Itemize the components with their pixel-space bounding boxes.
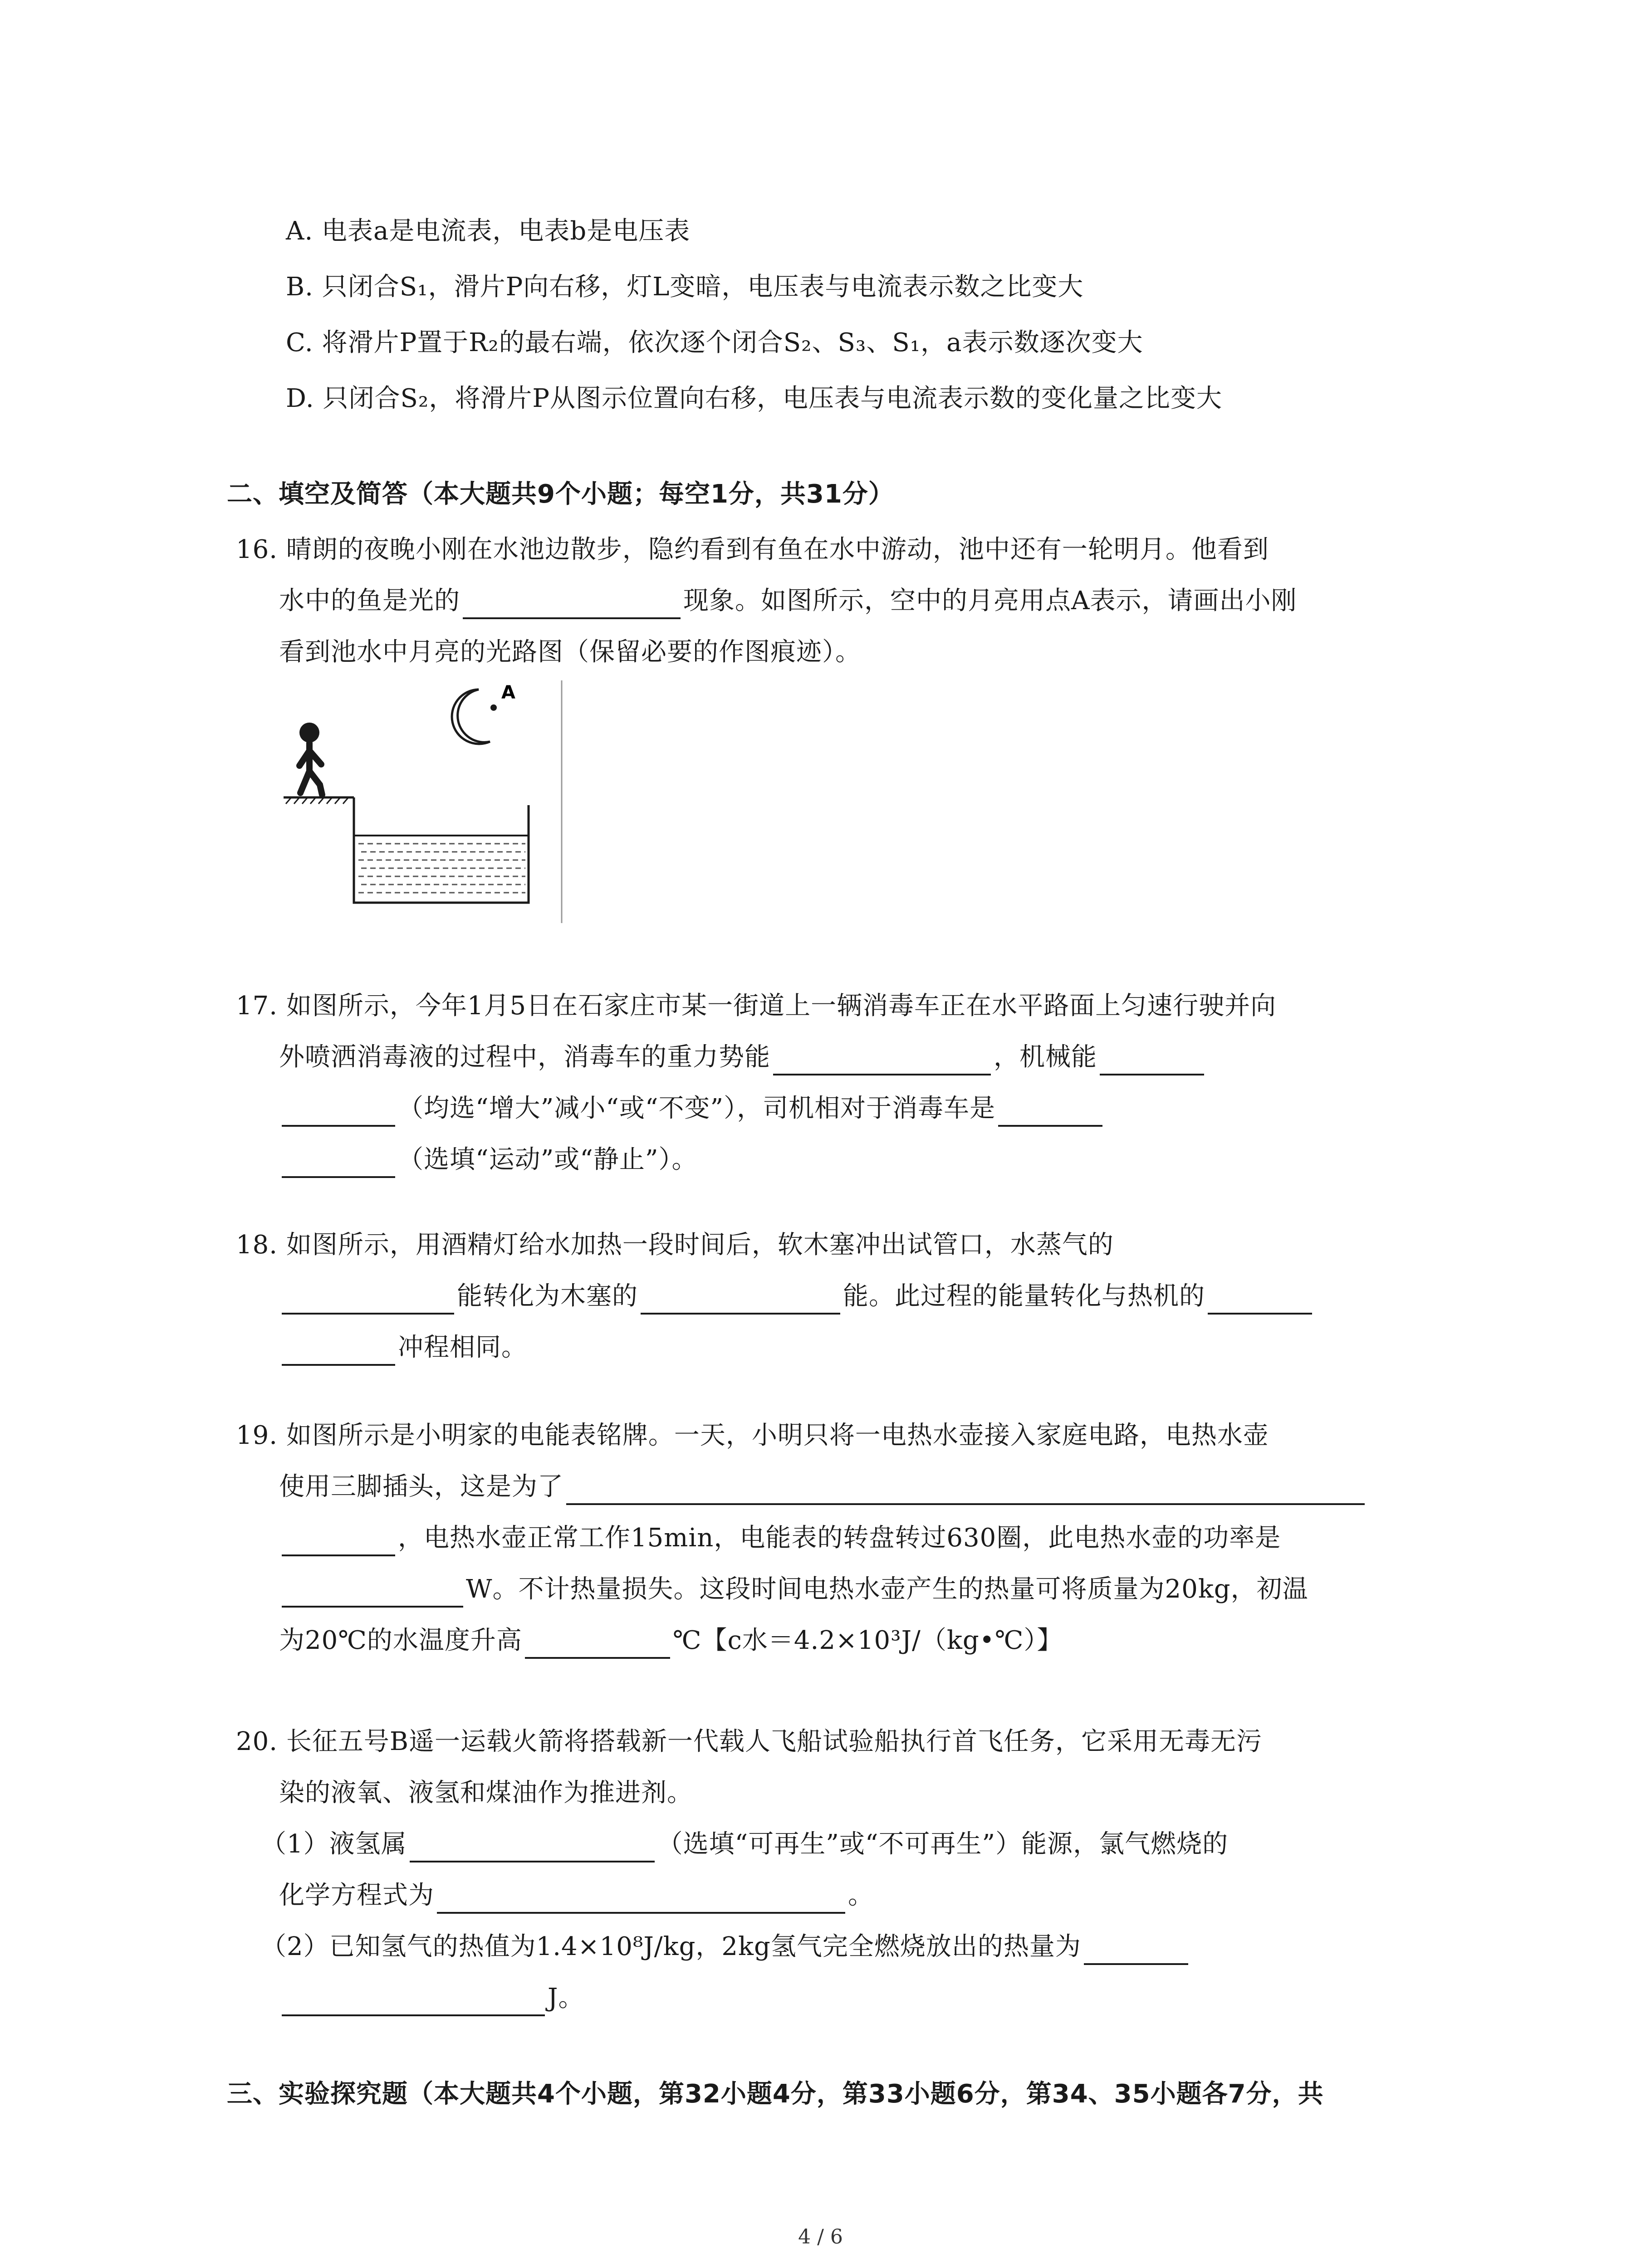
q17-text-3: （均选“增大”减小“或“不变”），司机相对于消毒车是 (398, 1094, 996, 1123)
section2-heading: 二、填空及简答（本大题共9个小题；每空1分，共31分） (227, 479, 894, 509)
q19-blank-1a[interactable] (566, 1475, 1365, 1505)
q17-blank-1[interactable] (773, 1046, 991, 1075)
q20-blank-1[interactable] (410, 1833, 655, 1862)
q20-text-4a: 化学方程式为 (279, 1881, 434, 1910)
q19-text-2: 使用三脚插头，这是为了 (279, 1472, 563, 1501)
q20-blank-3a[interactable] (1084, 1935, 1188, 1965)
q16-blank-1[interactable] (463, 589, 681, 619)
q19-text-5a: 为20℃的水温度升高 (279, 1626, 522, 1655)
q15-option-c: C. 将滑片P置于R₂的最右端，依次逐个闭合S₂、S₃、S₁，a表示数逐次变大 (286, 328, 1143, 357)
q17-line4 (279, 1142, 698, 1178)
q19-line3 (279, 1520, 1281, 1556)
q20-blank-3b[interactable] (282, 1986, 545, 2016)
q17-blank-3b[interactable] (282, 1148, 395, 1178)
q20-line6 (279, 1980, 584, 2016)
q19-line5 (279, 1623, 1063, 1659)
q19-text-3: ，电热水壶正常工作15min，电能表的转盘转过630圈，此电热水壶的功率是 (398, 1523, 1281, 1553)
q19-blank-3[interactable] (525, 1629, 670, 1659)
q18-blank-3a[interactable] (1208, 1285, 1312, 1315)
q18-blank-2[interactable] (641, 1285, 840, 1315)
q18-text-2b: 能。此过程的能量转化与热机的 (843, 1281, 1205, 1311)
q18-blank-3b[interactable] (282, 1336, 395, 1366)
q17-blank-2a[interactable] (1100, 1046, 1204, 1075)
q20-text-3b: （选填“可再生”或“不可再生”）能源，氯气燃烧的 (657, 1829, 1229, 1859)
q16-line2 (279, 583, 1297, 619)
q19-line1: 19. 如图所示是小明家的电能表铭牌。一天，小明只将一电热水壶接入家庭电路，电热水壶 (236, 1421, 1269, 1450)
q20-text-4b: 。 (848, 1881, 874, 1910)
q16-line1: 16. 晴朗的夜晚小刚在水池边散步，隐约看到有鱼在水中游动，池中还有一轮明月。他看到 (236, 535, 1269, 564)
q19-text-4: W。不计热量损失。这段时间电热水壶产生的热量可将质量为20kg，初温 (466, 1574, 1308, 1604)
q17-line2 (279, 1039, 1207, 1075)
moon-point (490, 704, 497, 711)
q20-text-3a: （1）液氢属 (261, 1829, 407, 1859)
q19-line4 (279, 1571, 1308, 1608)
q20-line2: 染的液氧、液氢和煤油作为推进剂。 (279, 1778, 693, 1808)
pool-outline (354, 797, 529, 903)
moon-label: A (501, 682, 515, 703)
q18-blank-1[interactable] (282, 1285, 454, 1315)
q18-line3 (279, 1330, 527, 1366)
q20-line1: 20. 长征五号B遥一运载火箭将搭载新一代载人飞船试验船执行首飞任务，它采用无毒无污 (236, 1727, 1263, 1756)
person-head-icon (299, 723, 319, 743)
q20-line5 (261, 1929, 1191, 1965)
q19-text-5b: ℃【c水＝4.2×10³J/（kg•℃）】 (672, 1626, 1063, 1655)
q16-line3: 看到池水中月亮的光路图（保留必要的作图痕迹）。 (279, 637, 861, 667)
q16-figure (277, 676, 585, 930)
q18-text-3: 冲程相同。 (398, 1333, 527, 1362)
q18-line2 (279, 1278, 1315, 1315)
q20-blank-2[interactable] (437, 1884, 845, 1914)
q20-text-5a: （2）已知氢气的热值为1.4×10⁸J/kg，2kg氢气完全燃烧放出的热量为 (261, 1932, 1081, 1961)
q16-text-2b: 现象。如图所示，空中的月亮用点A表示，请画出小刚 (683, 586, 1297, 616)
q18-text-2a: 能转化为木塞的 (457, 1281, 638, 1311)
q15-option-b: B. 只闭合S₁，滑片P向右移，灯L变暗，电压表与电流表示数之比变大 (286, 272, 1084, 302)
q17-text-2b: ，机械能 (994, 1042, 1097, 1072)
q20-line4 (279, 1877, 874, 1914)
page-number: 4 / 6 (798, 2225, 843, 2248)
person-body-icon (299, 743, 322, 795)
q17-text-4: （选填“运动”或“静止”）。 (398, 1145, 698, 1174)
q20-text-6: J。 (548, 1983, 584, 2013)
moon-icon (452, 689, 490, 744)
q19-line2 (279, 1469, 1367, 1505)
water-pattern (358, 844, 525, 893)
q17-blank-3a[interactable] (998, 1097, 1102, 1127)
section3-heading: 三、实验探究题（本大题共4个小题，第32小题4分，第33小题6分，第34、35小题各7分，共 (227, 2079, 1324, 2109)
q17-line1: 17. 如图所示，今年1月5日在石家庄市某一街道上一辆消毒车正在水平路面上匀速行驶并向 (236, 991, 1277, 1021)
q15-option-d: D. 只闭合S₂，将滑片P从图示位置向右移，电压表与电流表示数的变化量之比变大 (286, 384, 1222, 413)
q19-blank-2[interactable] (282, 1578, 463, 1608)
q17-text-2a: 外喷洒消毒液的过程中，消毒车的重力势能 (279, 1042, 770, 1072)
q15-option-a: A. 电表a是电流表，电表b是电压表 (286, 216, 691, 246)
q17-line3 (279, 1090, 1105, 1127)
q18-line1: 18. 如图所示，用酒精灯给水加热一段时间后，软木塞冲出试管口，水蒸气的 (236, 1230, 1114, 1260)
q20-line3 (261, 1826, 1228, 1862)
q16-text-2a: 水中的鱼是光的 (279, 586, 460, 616)
q19-blank-1b[interactable] (282, 1526, 395, 1556)
q17-blank-2b[interactable] (282, 1097, 395, 1127)
